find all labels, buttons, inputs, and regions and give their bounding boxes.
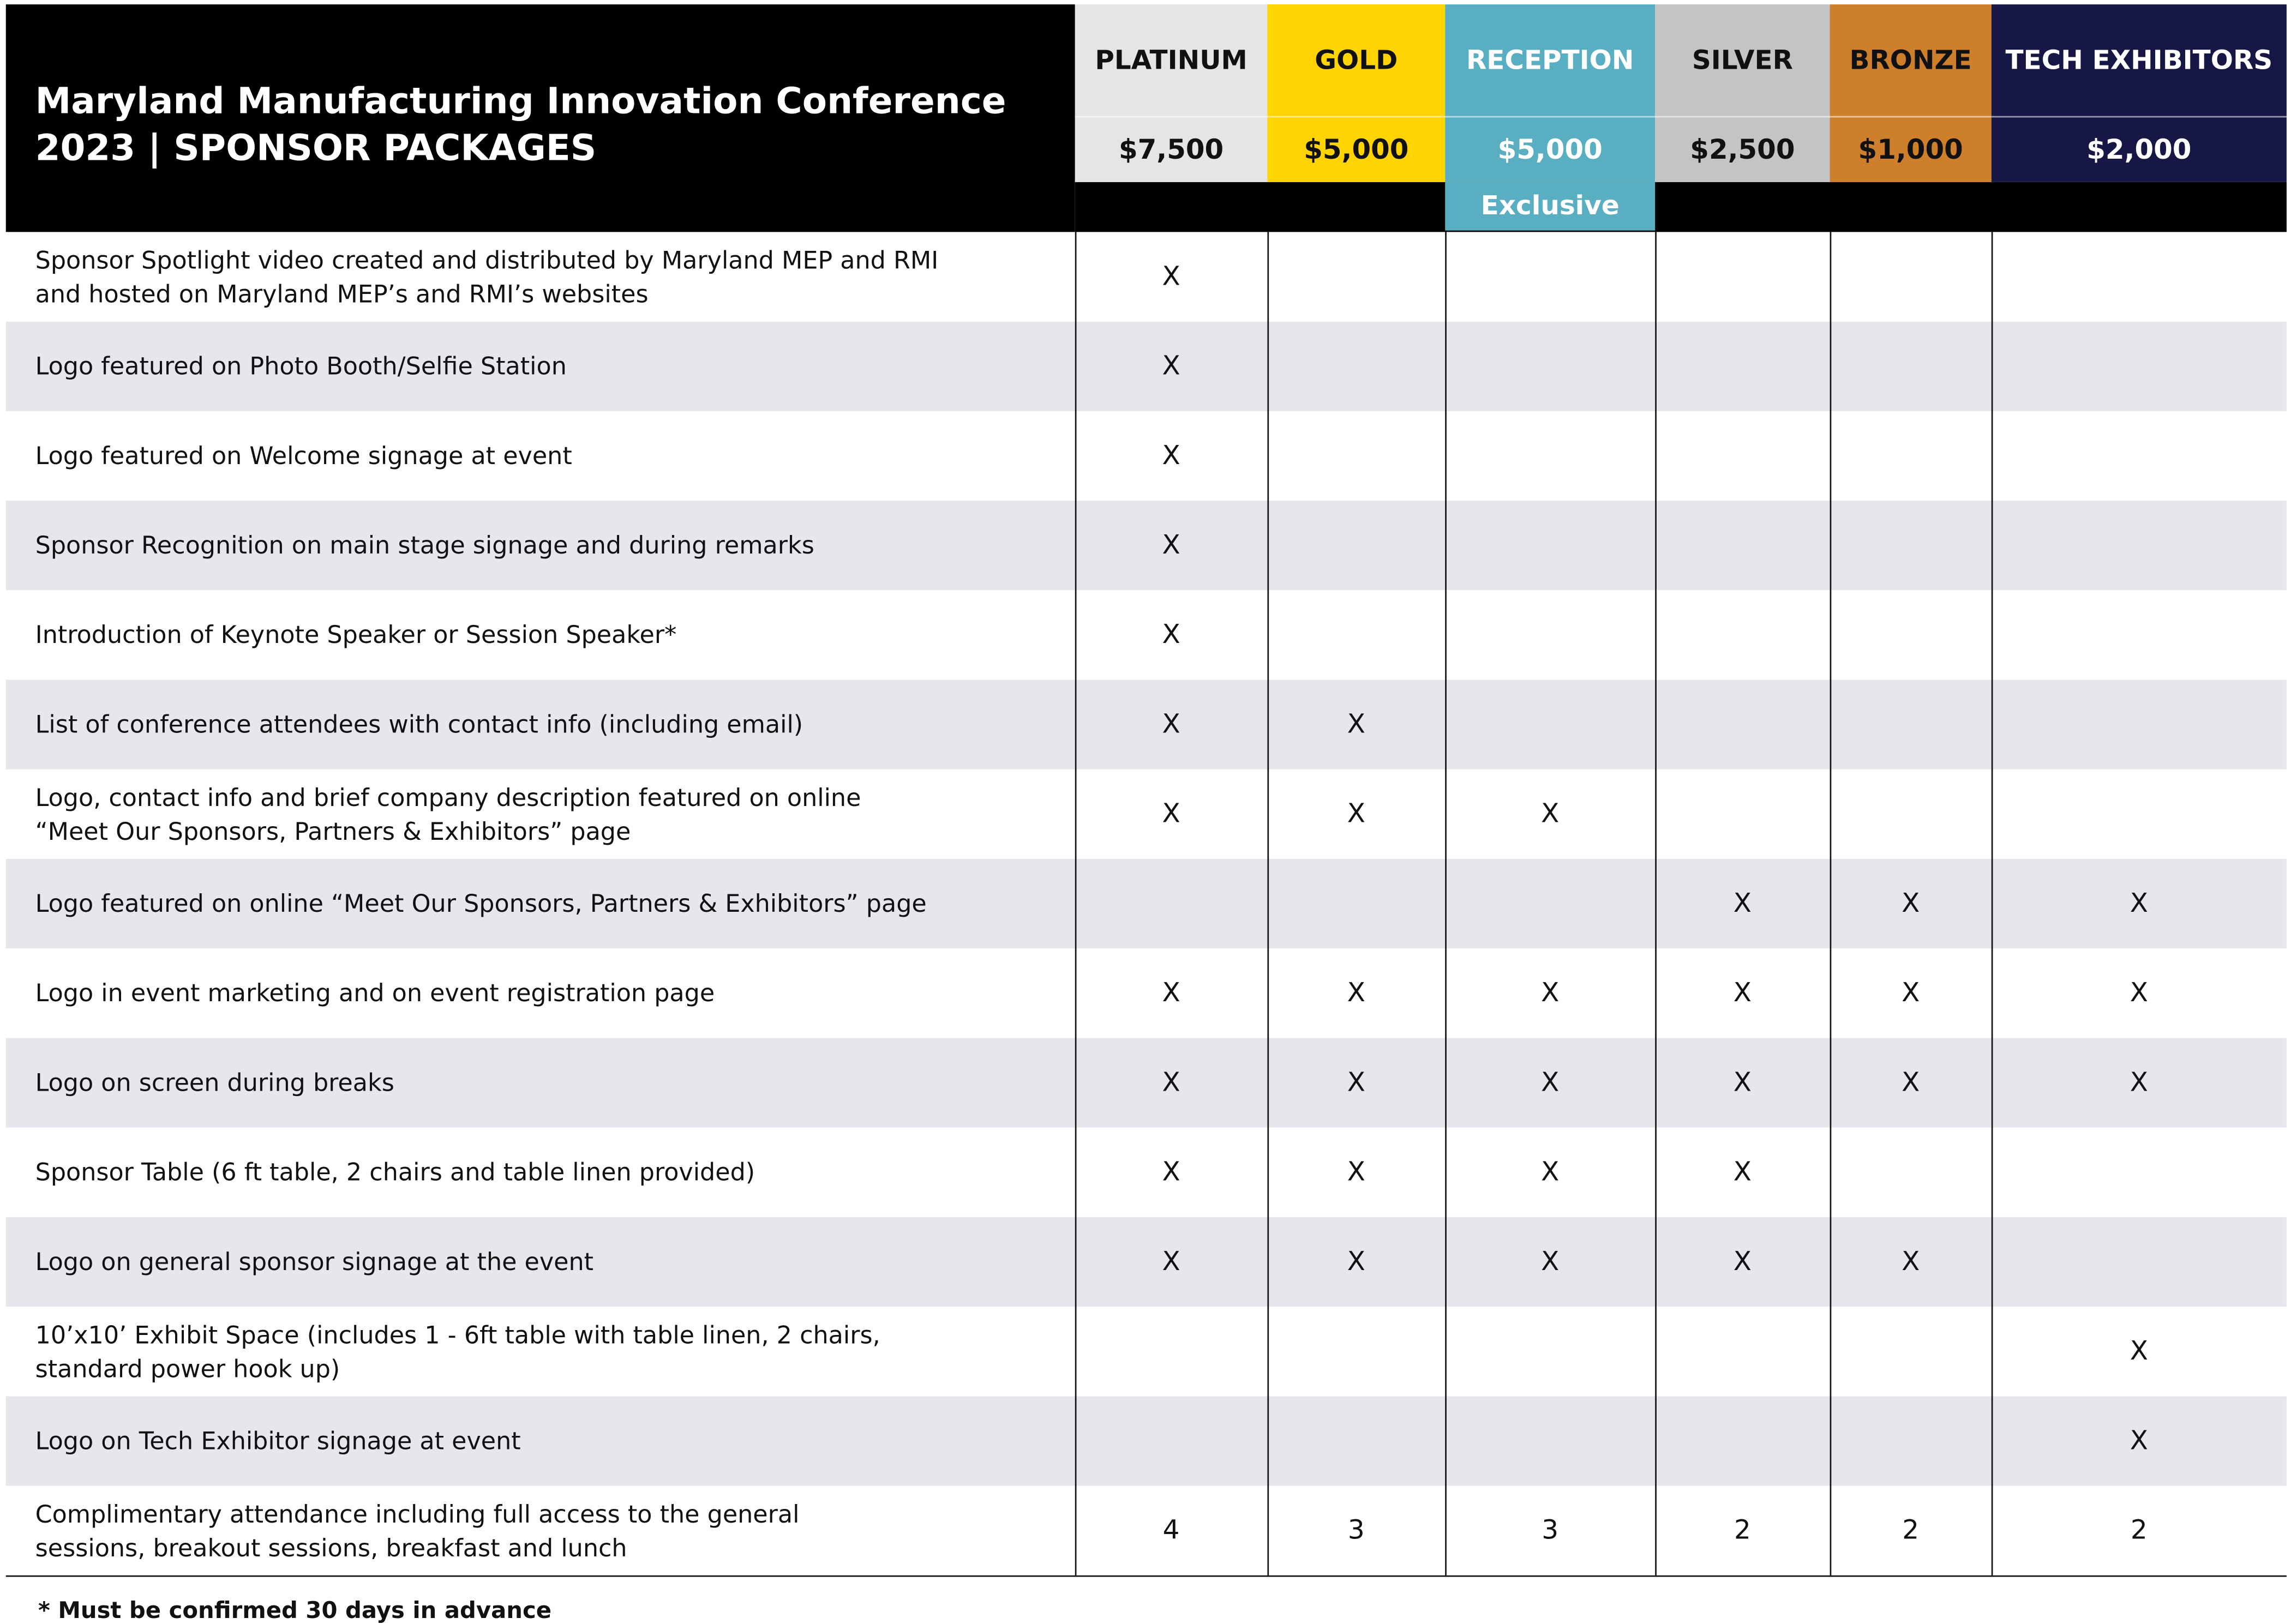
tier-note-reception: Exclusive — [1445, 182, 1655, 231]
tier-cell-reception: X — [1541, 798, 1560, 830]
feature-label: Logo featured on online “Meet Our Sponsors, Partners & Exhibitors” page — [35, 889, 927, 918]
tier-cell-tech-exhibitors — [1992, 411, 2287, 501]
tier-cell-tech-exhibitors — [1992, 590, 2287, 679]
column-divider — [1655, 232, 1657, 1575]
feature-label: Logo in event marketing and on event registration page — [35, 979, 715, 1007]
tier-cell-tech-exhibitors: X — [2130, 1067, 2148, 1098]
tier-cell-bronze: X — [1902, 978, 1920, 1009]
tier-name-reception: RECEPTION — [1445, 4, 1655, 117]
tier-cell-silver — [1655, 680, 1830, 769]
tier-cell-platinum: X — [1162, 1157, 1180, 1188]
tier-cell-bronze — [1830, 232, 1992, 321]
tier-divider — [1267, 116, 1445, 118]
tier-cell-reception: 3 — [1542, 1515, 1559, 1546]
tier-cell-tech-exhibitors — [1992, 322, 2287, 411]
tier-cell-platinum — [1075, 1307, 1268, 1396]
tier-price-bronze: $1,000 — [1830, 117, 1992, 182]
tier-cell-reception — [1445, 232, 1655, 321]
tier-cell-bronze — [1830, 411, 1992, 501]
tier-cell-tech-exhibitors: 2 — [2130, 1515, 2148, 1546]
feature-label: Logo on Tech Exhibitor signage at event — [35, 1427, 521, 1455]
tier-cell-gold: X — [1347, 1067, 1365, 1098]
tier-cell-silver: X — [1733, 978, 1752, 1009]
tier-cell-platinum: X — [1162, 619, 1180, 651]
tier-cell-tech-exhibitors — [1992, 680, 2287, 769]
tier-cell-bronze — [1830, 1396, 1992, 1485]
tier-cell-gold: X — [1347, 798, 1365, 830]
tier-name-gold: GOLD — [1267, 4, 1445, 117]
tier-cell-bronze: 2 — [1902, 1515, 1920, 1546]
tier-divider — [1655, 116, 1830, 118]
footnote: * Must be confirmed 30 days in advance — [38, 1597, 552, 1624]
tier-cell-silver: X — [1733, 1067, 1752, 1098]
feature-label: List of conference attendees with contact info (including email) — [35, 711, 803, 739]
tier-cell-platinum: X — [1162, 709, 1180, 740]
tier-cell-gold — [1267, 232, 1445, 321]
tier-cell-platinum: X — [1162, 440, 1180, 472]
tier-cell-bronze — [1830, 1128, 1992, 1217]
column-divider — [1267, 232, 1269, 1575]
tier-cell-silver — [1655, 769, 1830, 859]
tier-cell-silver — [1655, 232, 1830, 321]
table-row — [6, 411, 2287, 501]
tier-divider — [1075, 116, 1268, 118]
tier-cell-gold — [1267, 322, 1445, 411]
tier-cell-tech-exhibitors — [1992, 769, 2287, 859]
column-divider — [1830, 232, 1832, 1575]
tier-cell-reception: X — [1541, 1067, 1560, 1098]
tier-price-silver: $2,500 — [1655, 117, 1830, 182]
tier-divider — [1992, 116, 2287, 118]
tier-price-reception: $5,000 — [1445, 117, 1655, 182]
tier-cell-gold — [1267, 859, 1445, 948]
tier-name-tech-exhibitors: TECH EXHIBITORS — [1992, 4, 2287, 117]
table-row — [6, 859, 2287, 948]
table-row — [6, 1307, 2287, 1396]
tier-cell-tech-exhibitors: X — [2130, 888, 2148, 919]
feature-label: Logo on screen during breaks — [35, 1068, 394, 1097]
table-row — [6, 1396, 2287, 1485]
tier-cell-reception — [1445, 1396, 1655, 1485]
tier-cell-platinum: X — [1162, 351, 1180, 382]
page-title: Maryland Manufacturing Innovation Conference 2023 | SPONSOR PACKAGES — [35, 79, 1006, 169]
tier-cell-platinum: X — [1162, 798, 1180, 830]
tier-cell-bronze — [1830, 322, 1992, 411]
tier-cell-gold: 3 — [1347, 1515, 1365, 1546]
tier-cell-silver: X — [1733, 1246, 1752, 1278]
feature-label: Logo featured on Welcome signage at event — [35, 442, 572, 470]
column-divider — [1992, 232, 1993, 1575]
tier-cell-silver: 2 — [1734, 1515, 1751, 1546]
tier-cell-silver: X — [1733, 888, 1752, 919]
table-bottom-rule — [6, 1575, 2287, 1577]
tier-cell-reception — [1445, 1307, 1655, 1396]
tier-cell-gold — [1267, 1307, 1445, 1396]
tier-cell-gold: X — [1347, 1246, 1365, 1278]
tier-cell-tech-exhibitors — [1992, 1128, 2287, 1217]
table-row — [6, 1128, 2287, 1217]
feature-label: Complimentary attendance including full access to the general sessions, breakout sessions, breakfast and lunch — [35, 1500, 800, 1562]
tier-price-gold: $5,000 — [1267, 117, 1445, 182]
tier-cell-platinum: X — [1162, 530, 1180, 561]
tier-divider — [1445, 116, 1655, 118]
header-band — [1075, 182, 2287, 232]
tier-cell-gold: X — [1347, 1157, 1365, 1188]
tier-cell-platinum: X — [1162, 1067, 1180, 1098]
tier-cell-bronze — [1830, 769, 1992, 859]
tier-cell-gold — [1267, 1396, 1445, 1485]
tier-cell-reception: X — [1541, 1157, 1560, 1188]
feature-label: Logo on general sponsor signage at the event — [35, 1248, 594, 1276]
tier-cell-gold: X — [1347, 978, 1365, 1009]
table-row — [6, 1217, 2287, 1307]
tier-price-tech-exhibitors: $2,000 — [1992, 117, 2287, 182]
tier-cell-bronze: X — [1902, 1067, 1920, 1098]
table-row — [6, 501, 2287, 590]
table-row — [6, 769, 2287, 859]
tier-cell-silver — [1655, 590, 1830, 679]
feature-label: Sponsor Recognition on main stage signage and during remarks — [35, 531, 814, 560]
tier-divider — [1830, 116, 1992, 118]
tier-cell-gold: X — [1347, 709, 1365, 740]
tier-price-platinum: $7,500 — [1075, 117, 1268, 182]
tier-cell-platinum — [1075, 1396, 1268, 1485]
tier-cell-silver — [1655, 501, 1830, 590]
tier-cell-gold — [1267, 590, 1445, 679]
tier-cell-bronze — [1830, 590, 1992, 679]
tier-cell-bronze — [1830, 501, 1992, 590]
tier-cell-tech-exhibitors — [1992, 232, 2287, 321]
tier-cell-reception — [1445, 859, 1655, 948]
feature-label: Sponsor Spotlight video created and distributed by Maryland MEP and RMI and hosted on Maryland MEP’s and RMI’s websites — [35, 245, 939, 308]
title-block — [6, 4, 1075, 232]
tier-cell-reception — [1445, 322, 1655, 411]
tier-cell-silver — [1655, 1396, 1830, 1485]
tier-cell-reception — [1445, 411, 1655, 501]
tier-cell-silver: X — [1733, 1157, 1752, 1188]
tier-cell-bronze: X — [1902, 1246, 1920, 1278]
tier-cell-silver — [1655, 411, 1830, 501]
feature-label: 10’x10’ Exhibit Space (includes 1 - 6ft table with table linen, 2 chairs, standard power hook up) — [35, 1320, 880, 1382]
tier-cell-platinum: 4 — [1162, 1515, 1180, 1546]
tier-cell-platinum: X — [1162, 978, 1180, 1009]
tier-cell-platinum: X — [1162, 1246, 1180, 1278]
tier-cell-gold — [1267, 501, 1445, 590]
tier-cell-tech-exhibitors: X — [2130, 978, 2148, 1009]
tier-cell-reception: X — [1541, 978, 1560, 1009]
table-row — [6, 1486, 2287, 1575]
tier-cell-tech-exhibitors — [1992, 1217, 2287, 1307]
tier-cell-reception — [1445, 501, 1655, 590]
table-row — [6, 232, 2287, 321]
tier-cell-platinum — [1075, 859, 1268, 948]
table-row — [6, 1038, 2287, 1127]
tier-cell-platinum: X — [1162, 261, 1180, 292]
tier-name-platinum: PLATINUM — [1075, 4, 1268, 117]
table-row — [6, 590, 2287, 679]
tier-cell-bronze — [1830, 680, 1992, 769]
tier-cell-silver — [1655, 1307, 1830, 1396]
tier-cell-bronze: X — [1902, 888, 1920, 919]
feature-label: Logo, contact info and brief company description featured on online “Meet Our Sponsors, Partners & Exhibitors” page — [35, 783, 861, 845]
tier-cell-gold — [1267, 411, 1445, 501]
tier-cell-tech-exhibitors: X — [2130, 1336, 2148, 1367]
tier-cell-reception — [1445, 680, 1655, 769]
tier-cell-bronze — [1830, 1307, 1992, 1396]
tier-cell-reception: X — [1541, 1246, 1560, 1278]
table-row — [6, 948, 2287, 1038]
table-row — [6, 680, 2287, 769]
column-divider — [1075, 232, 1077, 1575]
tier-cell-reception — [1445, 590, 1655, 679]
tier-cell-tech-exhibitors: X — [2130, 1425, 2148, 1457]
column-divider — [1445, 232, 1447, 1575]
table-row — [6, 322, 2287, 411]
feature-label: Introduction of Keynote Speaker or Session Speaker* — [35, 621, 677, 649]
feature-label: Logo featured on Photo Booth/Selfie Station — [35, 352, 567, 381]
tier-name-silver: SILVER — [1655, 4, 1830, 117]
tier-cell-tech-exhibitors — [1992, 501, 2287, 590]
feature-label: Sponsor Table (6 ft table, 2 chairs and table linen provided) — [35, 1158, 755, 1187]
tier-cell-silver — [1655, 322, 1830, 411]
tier-name-bronze: BRONZE — [1830, 4, 1992, 117]
